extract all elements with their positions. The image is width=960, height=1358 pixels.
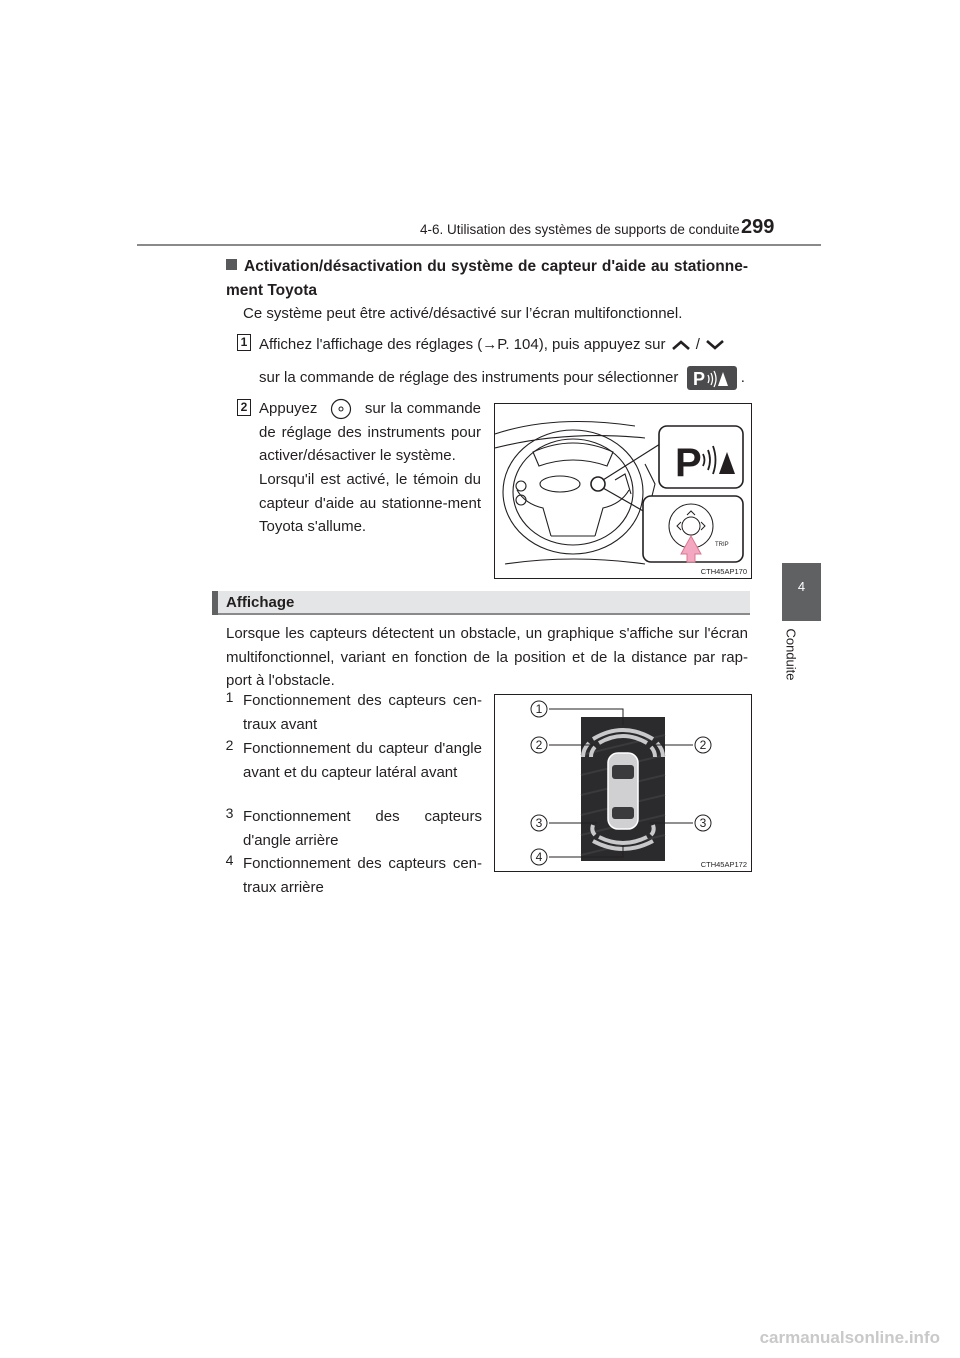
item-2-text: Fonctionnement du capteur d'angle avant et du capteur latéral avant [243, 740, 482, 781]
watermark: carmanualsonline.info [759, 1328, 940, 1347]
step-1-end: . [740, 369, 745, 386]
activation-title: Activation/désactivation du système de capteur d'aide au stationne-ment Toyota [226, 258, 748, 299]
step-1-line-2 [259, 366, 759, 390]
activation-heading [226, 255, 748, 302]
callout-3-right: 3 [699, 816, 707, 830]
heading-accent-bar [212, 591, 218, 615]
step-2-number: 2 [237, 399, 251, 416]
chapter-number: 4 [797, 579, 806, 594]
callout-1: 1 [535, 702, 543, 716]
step-1-number: 1 [237, 334, 251, 351]
item-1-text: Fonctionnement des capteurs cen-traux avant [243, 692, 482, 733]
step-1-slash: / [695, 336, 700, 353]
ok-button-icon [326, 398, 356, 420]
sensor-display-figure [494, 694, 752, 872]
figure-1-code: CTH45AP170 [700, 567, 747, 576]
step-1-line-1 [259, 333, 759, 357]
step-2-note: Lorsqu'il est activé, le témoin du capteur d'aide au stationne-ment Toyota s'allume. [259, 471, 481, 535]
header-rule [137, 244, 821, 246]
item-4-number: 4 [225, 852, 234, 868]
affichage-heading-band [212, 591, 750, 615]
callout-4: 4 [535, 850, 543, 864]
svg-text:P: P [692, 369, 705, 390]
chapter-tab [782, 563, 821, 621]
bullet-square-icon [226, 259, 237, 270]
page-number: 299 [741, 216, 775, 238]
steering-wheel-figure [494, 403, 752, 579]
sensor-display-illustration [495, 695, 751, 871]
step-2-text-a: Appuyez [259, 400, 318, 417]
item-4-text: Fonctionnement des capteurs cen-traux arrière [243, 855, 482, 896]
step-2-text [259, 397, 481, 468]
callout-3-left: 3 [535, 816, 543, 830]
svg-text:P: P [675, 441, 702, 485]
steering-wheel-illustration [495, 404, 751, 578]
svg-text:TRIP: TRIP [715, 542, 729, 548]
item-3-text: Fonctionnement des capteurs d'angle arrière [243, 808, 482, 849]
callout-2-left: 2 [535, 738, 543, 752]
affichage-heading: Affichage [226, 594, 295, 611]
section-title: 4-6. Utilisation des systèmes de supports de conduite [420, 222, 740, 237]
callout-2-right: 2 [699, 738, 707, 752]
item-3-number: 3 [225, 805, 234, 821]
affichage-intro: Lorsque les capteurs détectent un obstacle, un graphique s'affiche sur l'écran multifonctionnel, variant en fonction de la position et de la distance par rap-port à l'obstacle. [226, 625, 748, 689]
step-1-text-b: sur la commande de réglage des instruments pour sélectionner [259, 369, 679, 386]
step-2-text-b: sur la commande de réglage des instruments pour activer/désactiver le système. [259, 400, 482, 464]
chapter-label: Conduite [783, 628, 799, 681]
activation-intro: Ce système peut être activé/désactivé sur l’écran multifonctionnel. [243, 305, 683, 322]
step-1-text-a: Affichez l'affichage des réglages (→P. 104), puis appuyez sur [259, 336, 666, 353]
figure-2-code: CTH45AP172 [700, 860, 747, 869]
item-1-number: 1 [225, 689, 234, 705]
item-2-number: 2 [225, 737, 234, 753]
chapter-label-wrap [773, 625, 829, 685]
chevron-down-icon [704, 338, 726, 352]
chevron-up-icon [670, 338, 692, 352]
parking-sensor-icon [687, 366, 737, 390]
